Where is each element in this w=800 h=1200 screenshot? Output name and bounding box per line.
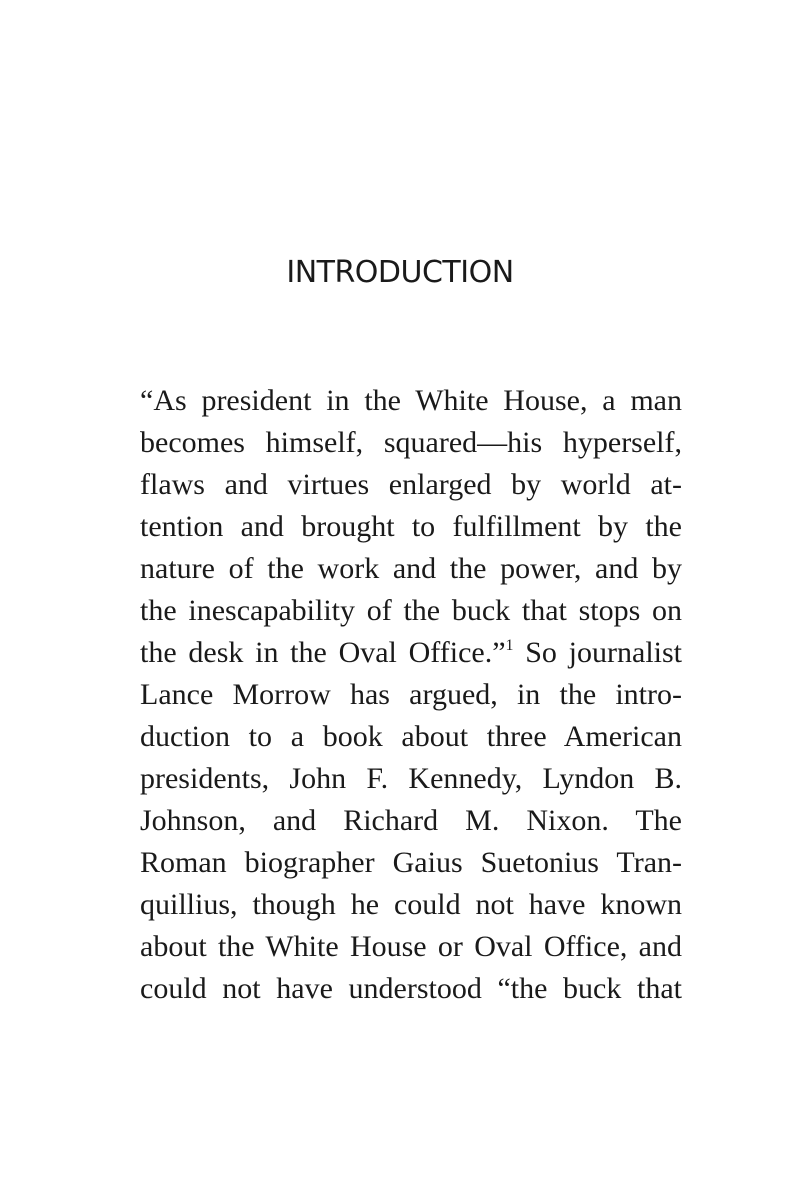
text-line: about the White House or Oval Office, and xyxy=(140,930,682,963)
text-line: becomes himself, squared—his hyperself, xyxy=(140,426,682,459)
text-line: flaws and virtues enlarged by world at- xyxy=(140,468,682,501)
text-line: the inescapability of the buck that stops on xyxy=(140,594,682,627)
text-line: “As president in the White House, a man xyxy=(140,384,682,417)
text-segment: the desk in the Oval Office.” xyxy=(140,636,506,669)
text-line: could not have understood “the buck that xyxy=(140,972,682,1005)
text-line: nature of the work and the power, and by xyxy=(140,552,682,585)
body-paragraph xyxy=(140,380,682,1010)
footnote-marker[interactable]: 1 xyxy=(505,637,514,654)
text-line: Lance Morrow has argued, in the intro- xyxy=(140,678,682,711)
text-segment: So journalist xyxy=(513,636,682,669)
chapter-title: INTRODUCTION xyxy=(286,255,514,290)
text-line: quillius, though he could not have known xyxy=(140,888,682,921)
text-line: duction to a book about three American xyxy=(140,720,682,753)
text-line: Johnson, and Richard M. Nixon. The xyxy=(140,804,682,837)
text-line: tention and brought to fulfillment by the xyxy=(140,510,682,543)
text-line-with-footnote xyxy=(140,632,682,674)
text-line: Roman biographer Gaius Suetonius Tran- xyxy=(140,846,682,879)
text-line: presidents, John F. Kennedy, Lyndon B. xyxy=(140,762,682,795)
